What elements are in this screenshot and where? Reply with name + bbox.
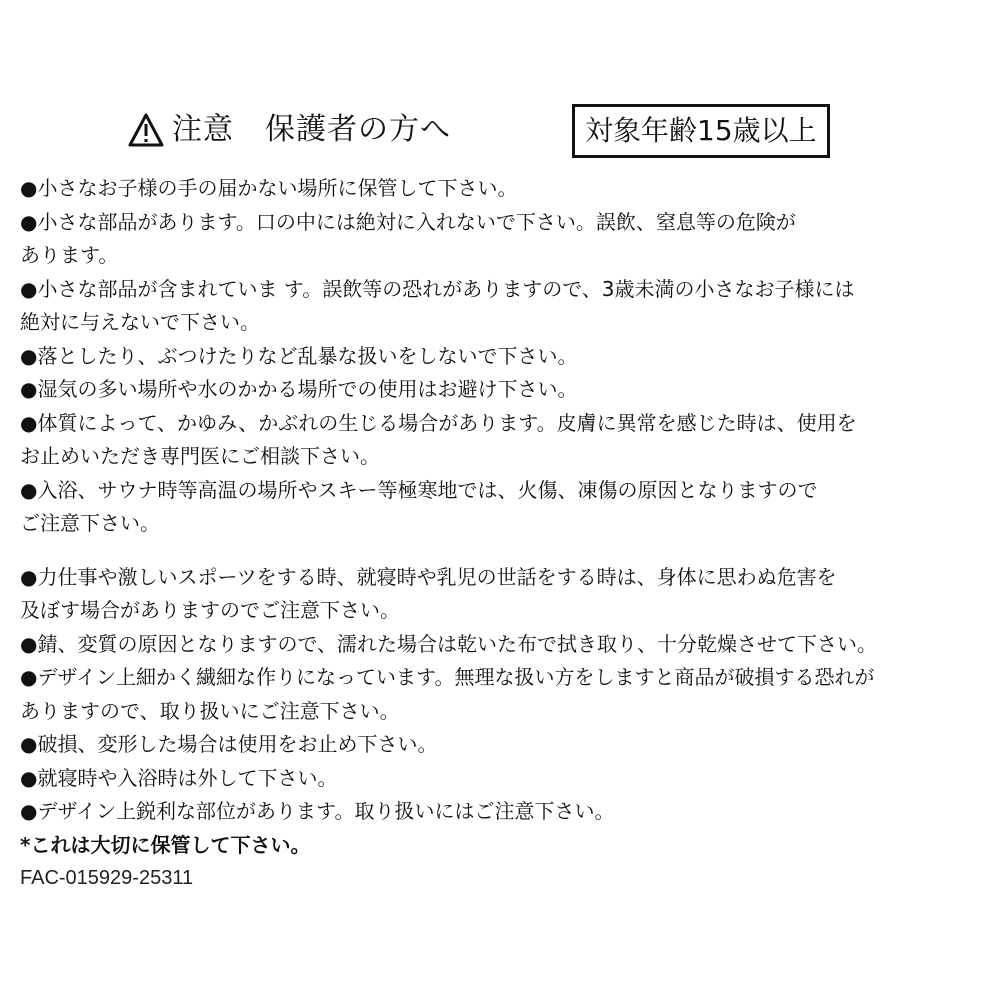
caution-item: ●体質によって、かゆみ、かぶれの生じる場合があります。皮膚に異常を感じた時は、使用を お止めいただき専門医にご相談下さい。 <box>20 410 857 468</box>
caution-item: ●小さなお子様の手の届かない場所に保管して下さい。 <box>20 176 518 200</box>
caution-item: ●力仕事や激しいスポーツをする時、就寝時や乳児の世話をする時は、身体に思わぬ危害を 及ぼす場合がありますのでご注意下さい。 <box>20 564 837 622</box>
warning-title-text: 注意 保護者の方へ <box>172 112 451 147</box>
caution-item: ●小さな部品が含まれていま す。誤飲等の恐れがありますので、3歳未満の小さなお子様には 絶対に与えないで下さい。 <box>20 276 855 334</box>
caution-item: ●デザイン上細かく繊細な作りになっています。無理な扱い方をしますと商品が破損する恐れが ありますので、取り扱いにご注意下さい。 <box>20 665 875 723</box>
caution-item: ●デザイン上鋭利な部位があります。取り扱いにはご注意下さい。 <box>20 799 615 823</box>
caution-item: ●小さな部品があります。口の中には絶対に入れないで下さい。誤飲、窒息等の危険が あります。 <box>20 209 796 267</box>
age-rating-box: 対象年齢15歳以上 <box>572 104 830 158</box>
warning-icon <box>128 113 164 147</box>
warning-title <box>128 110 451 150</box>
caution-item: ●破損、変形した場合は使用をお止め下さい。 <box>20 732 438 756</box>
caution-item: ●入浴、サウナ時等高温の場所やスキー等極寒地では、火傷、凍傷の原因となりますので ご注意下さい。 <box>20 477 818 535</box>
product-code: FAC-015929-25311 <box>20 867 194 889</box>
caution-item: ●湿気の多い場所や水のかかる場所での使用はお避け下さい。 <box>20 377 578 401</box>
caution-item: ●落としたり、ぶつけたりなど乱暴な扱いをしないで下さい。 <box>20 343 578 368</box>
storage-note: *これは大切に保管して下さい。 <box>20 832 311 857</box>
header <box>0 104 1000 156</box>
caution-list <box>20 172 982 896</box>
caution-item: ●就寝時や入浴時は外して下さい。 <box>20 765 338 790</box>
caution-item: ●錆、変質の原因となりますので、濡れた場合は乾いた布で拭き取り、十分乾燥させて下さい。 <box>20 631 878 656</box>
